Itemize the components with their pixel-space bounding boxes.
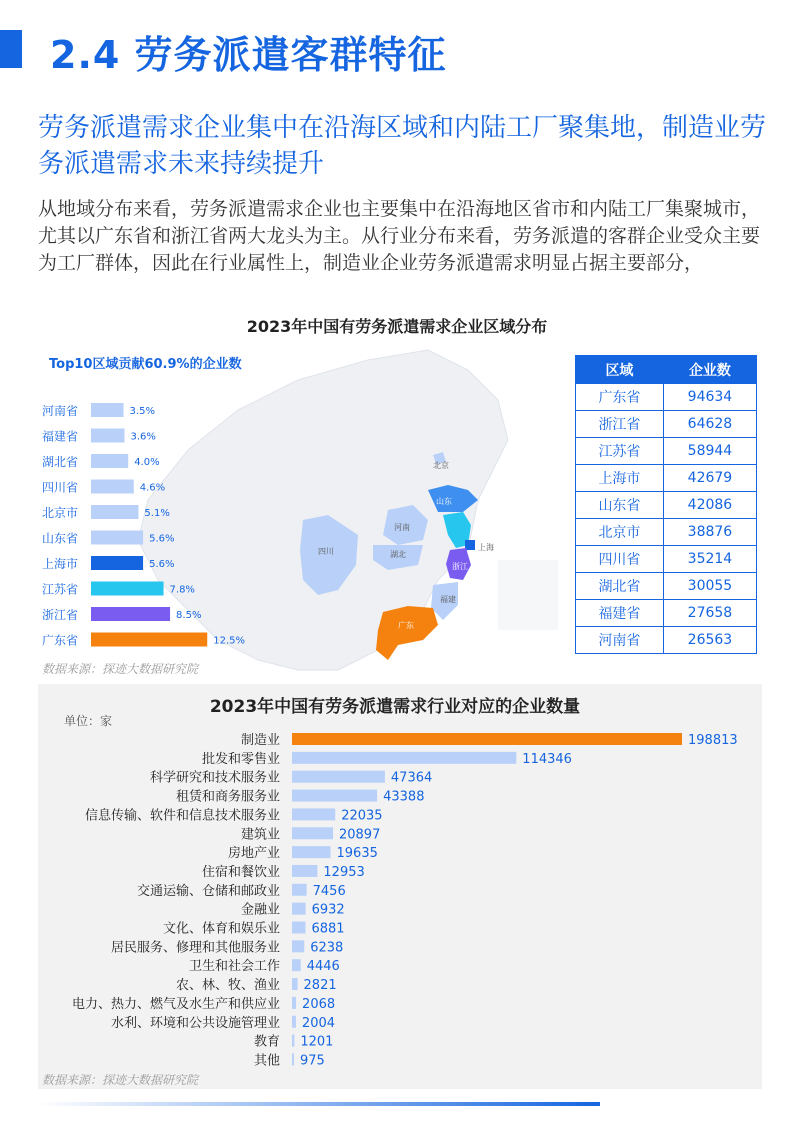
industry-bar-value: 2004	[301, 1015, 336, 1031]
industry-bar-label: 电力、热力、燃气及水生产和供应业	[71, 996, 280, 1012]
industry-bar-label: 租赁和商务服务业	[175, 789, 280, 805]
industry-bar-label: 交通运输、仓储和邮政业	[136, 883, 280, 899]
count-cell: 30055	[663, 573, 756, 600]
table-row	[576, 411, 757, 438]
region-cell: 湖北省	[576, 573, 664, 600]
region-bar-value: 5.1%	[144, 508, 170, 519]
industry-bar-value: 975	[300, 1053, 325, 1069]
page-title: 2.4 劳务派遣客群特征	[50, 33, 447, 77]
industry-bar-label: 房地产业	[227, 846, 280, 862]
industry-bar	[292, 1016, 296, 1028]
table-row	[576, 600, 757, 627]
region-bar-label: 河南省	[42, 404, 79, 418]
industry-bar-chart	[38, 730, 762, 1072]
region-bar-value: 8.5%	[176, 610, 202, 621]
top10-note: Top10区域贡献60.9%的企业数	[49, 357, 242, 372]
industry-bar-label: 其他	[253, 1053, 280, 1069]
footer-gradient-line	[38, 1102, 600, 1106]
industry-bar-label: 住宿和餐饮业	[201, 864, 280, 880]
industry-bar-label: 卫生和社会工作	[188, 959, 280, 975]
industry-bar	[292, 771, 385, 783]
region-cell: 上海市	[576, 465, 664, 492]
body-paragraph: 从地域分布来看，劳务派遣需求企业也主要集中在沿海地区省市和内陆工厂集聚城市，尤其以广东省和浙江省两大龙头为主。从行业分布来看，劳务派遣的客群企业受众主要为工厂群体，因此在行业属性上，制造业企业劳务派遣需求明显占据主要部分，	[38, 198, 761, 274]
industry-bar-value: 4446	[306, 959, 340, 975]
region-bar-label: 湖北省	[42, 455, 79, 469]
industry-bar-label: 批发和零售业	[201, 751, 280, 767]
industry-bar-value: 20897	[338, 827, 381, 843]
industry-bar	[292, 884, 307, 896]
map-label-hubei: 湖北	[390, 550, 406, 559]
industry-bar-value: 1201	[300, 1034, 334, 1050]
title-accent-bar	[0, 30, 22, 68]
region-bar-value: 5.6%	[149, 533, 175, 545]
region-cell: 福建省	[576, 600, 664, 627]
region-bar-chart	[38, 398, 278, 654]
industry-bar	[292, 752, 516, 764]
industry-bar-value: 7456	[312, 883, 346, 899]
count-cell: 94634	[663, 384, 756, 411]
region-cell: 北京市	[576, 519, 664, 546]
region-bar-label: 福建省	[42, 429, 79, 444]
region-bar	[91, 607, 170, 621]
region-bar-label: 上海市	[42, 557, 79, 571]
region-bar-label: 山东省	[42, 531, 79, 546]
industry-bar-label: 建筑业	[240, 827, 280, 843]
map-label-guangdong: 广东	[398, 621, 414, 630]
map-label-fujian: 福建	[440, 595, 456, 604]
table-row	[576, 438, 757, 465]
industry-bar	[292, 940, 304, 952]
industry-bar-label: 文化、体育和娱乐业	[162, 921, 280, 937]
region-cell: 广东省	[576, 384, 664, 411]
region-table-header	[576, 356, 757, 384]
count-cell: 42679	[663, 465, 756, 492]
map-label-shanghai: 上海	[478, 543, 494, 552]
region-chart-title: 2023年中国有劳务派遣需求企业区域分布	[246, 317, 548, 336]
industry-bar-label: 教育	[253, 1034, 280, 1050]
region-bar	[91, 403, 124, 417]
industry-chart-title: 2023年中国有劳务派遣需求行业对应的企业数量	[209, 697, 581, 717]
industry-bar-label: 水利、环境和公共设施管理业	[110, 1015, 280, 1031]
count-cell: 38876	[663, 519, 756, 546]
industry-bar	[292, 865, 317, 877]
header-count: 企业数	[663, 356, 756, 384]
count-cell: 58944	[663, 438, 756, 465]
region-cell: 四川省	[576, 546, 664, 573]
region-bar-value: 5.6%	[149, 559, 175, 570]
industry-bar	[292, 808, 335, 820]
region-table	[575, 355, 757, 654]
table-row	[576, 465, 757, 492]
region-bar-value: 4.6%	[139, 482, 166, 494]
industry-bar	[292, 1035, 294, 1047]
table-row	[576, 384, 757, 411]
region-bar	[91, 505, 138, 519]
region-bar	[91, 556, 143, 570]
industry-bar	[292, 922, 305, 934]
industry-bar	[292, 846, 331, 858]
industry-bar-label: 农、林、牧、渔业	[175, 978, 280, 994]
region-bar	[91, 633, 207, 647]
industry-bar	[292, 997, 296, 1009]
count-cell: 64628	[663, 411, 756, 438]
industry-bar-value: 43388	[383, 789, 425, 805]
industry-bar-label: 居民服务、修理和其他服务业	[110, 940, 280, 956]
region-cell: 河南省	[576, 627, 664, 654]
industry-bar	[292, 978, 298, 990]
table-row	[576, 627, 757, 654]
map-region-guangdong	[376, 606, 438, 660]
industry-bar-value: 2821	[303, 978, 337, 994]
map-label-henan: 河南	[394, 523, 410, 532]
region-bar-label: 北京市	[42, 506, 79, 520]
table-row	[576, 519, 757, 546]
count-cell: 35214	[663, 546, 756, 573]
industry-unit: 单位：家	[64, 714, 113, 728]
count-cell: 42086	[663, 492, 756, 519]
region-cell: 江苏省	[576, 438, 664, 465]
region-bar-label: 江苏省	[42, 582, 79, 597]
section-subtitle: 劳务派遣需求企业集中在沿海区域和内陆工厂聚集地，制造业劳务派遣需求未来持续提升	[38, 113, 767, 179]
region-bar-value: 3.6%	[130, 431, 156, 443]
industry-bar-value: 6881	[311, 921, 345, 937]
map-region-shanghai	[465, 540, 475, 550]
south-sea-inset	[498, 560, 558, 630]
region-bar	[91, 454, 128, 468]
table-row	[576, 573, 757, 600]
table-row	[576, 492, 757, 519]
industry-bar-value: 22035	[341, 808, 383, 824]
industry-bar	[292, 827, 333, 839]
region-bar	[91, 531, 143, 545]
industry-bar-label: 金融业	[240, 902, 280, 918]
region-source: 数据来源：探迹大数据研究院	[42, 662, 199, 676]
region-bar-value: 12.5%	[213, 635, 246, 647]
industry-bar	[292, 903, 306, 915]
industry-bar-value: 19635	[336, 846, 378, 862]
region-bar-value: 3.5%	[129, 406, 155, 417]
header-region: 区域	[576, 356, 664, 384]
industry-bar-value: 114346	[522, 751, 572, 767]
industry-bar-value: 6932	[311, 902, 345, 918]
map-label-zhejiang: 浙江	[452, 562, 468, 571]
industry-bar	[292, 790, 377, 802]
industry-bar	[292, 733, 682, 745]
industry-bar-label: 信息传输、软件和信息技术服务业	[84, 808, 280, 824]
region-bar	[91, 429, 124, 443]
region-cell: 浙江省	[576, 411, 664, 438]
map-label-beijing: 北京	[433, 461, 449, 470]
map-label-shandong: 山东	[436, 497, 452, 506]
industry-bar-value: 2068	[302, 996, 336, 1012]
industry-bar	[292, 1053, 294, 1065]
region-bar-label: 广东省	[42, 633, 79, 648]
region-bar-value: 7.8%	[169, 584, 195, 596]
region-bar-label: 浙江省	[42, 608, 79, 622]
industry-bar	[292, 959, 301, 971]
industry-bar-label: 科学研究和技术服务业	[149, 770, 280, 786]
region-bar	[91, 582, 164, 596]
industry-bar-value: 6238	[310, 940, 344, 956]
count-cell: 27658	[663, 600, 756, 627]
region-bar-value: 4.0%	[134, 457, 160, 468]
industry-bar-label: 制造业	[240, 733, 280, 748]
industry-bar-value: 198813	[688, 733, 738, 748]
region-bar-label: 四川省	[42, 480, 79, 495]
industry-bar-value: 47364	[390, 770, 433, 786]
table-row	[576, 546, 757, 573]
count-cell: 26563	[663, 627, 756, 654]
map-label-sichuan: 四川	[318, 547, 334, 556]
region-bar	[91, 480, 134, 494]
industry-source: 数据来源：探迹大数据研究院	[42, 1073, 199, 1087]
industry-bar-value: 12953	[323, 864, 365, 880]
region-cell: 山东省	[576, 492, 664, 519]
